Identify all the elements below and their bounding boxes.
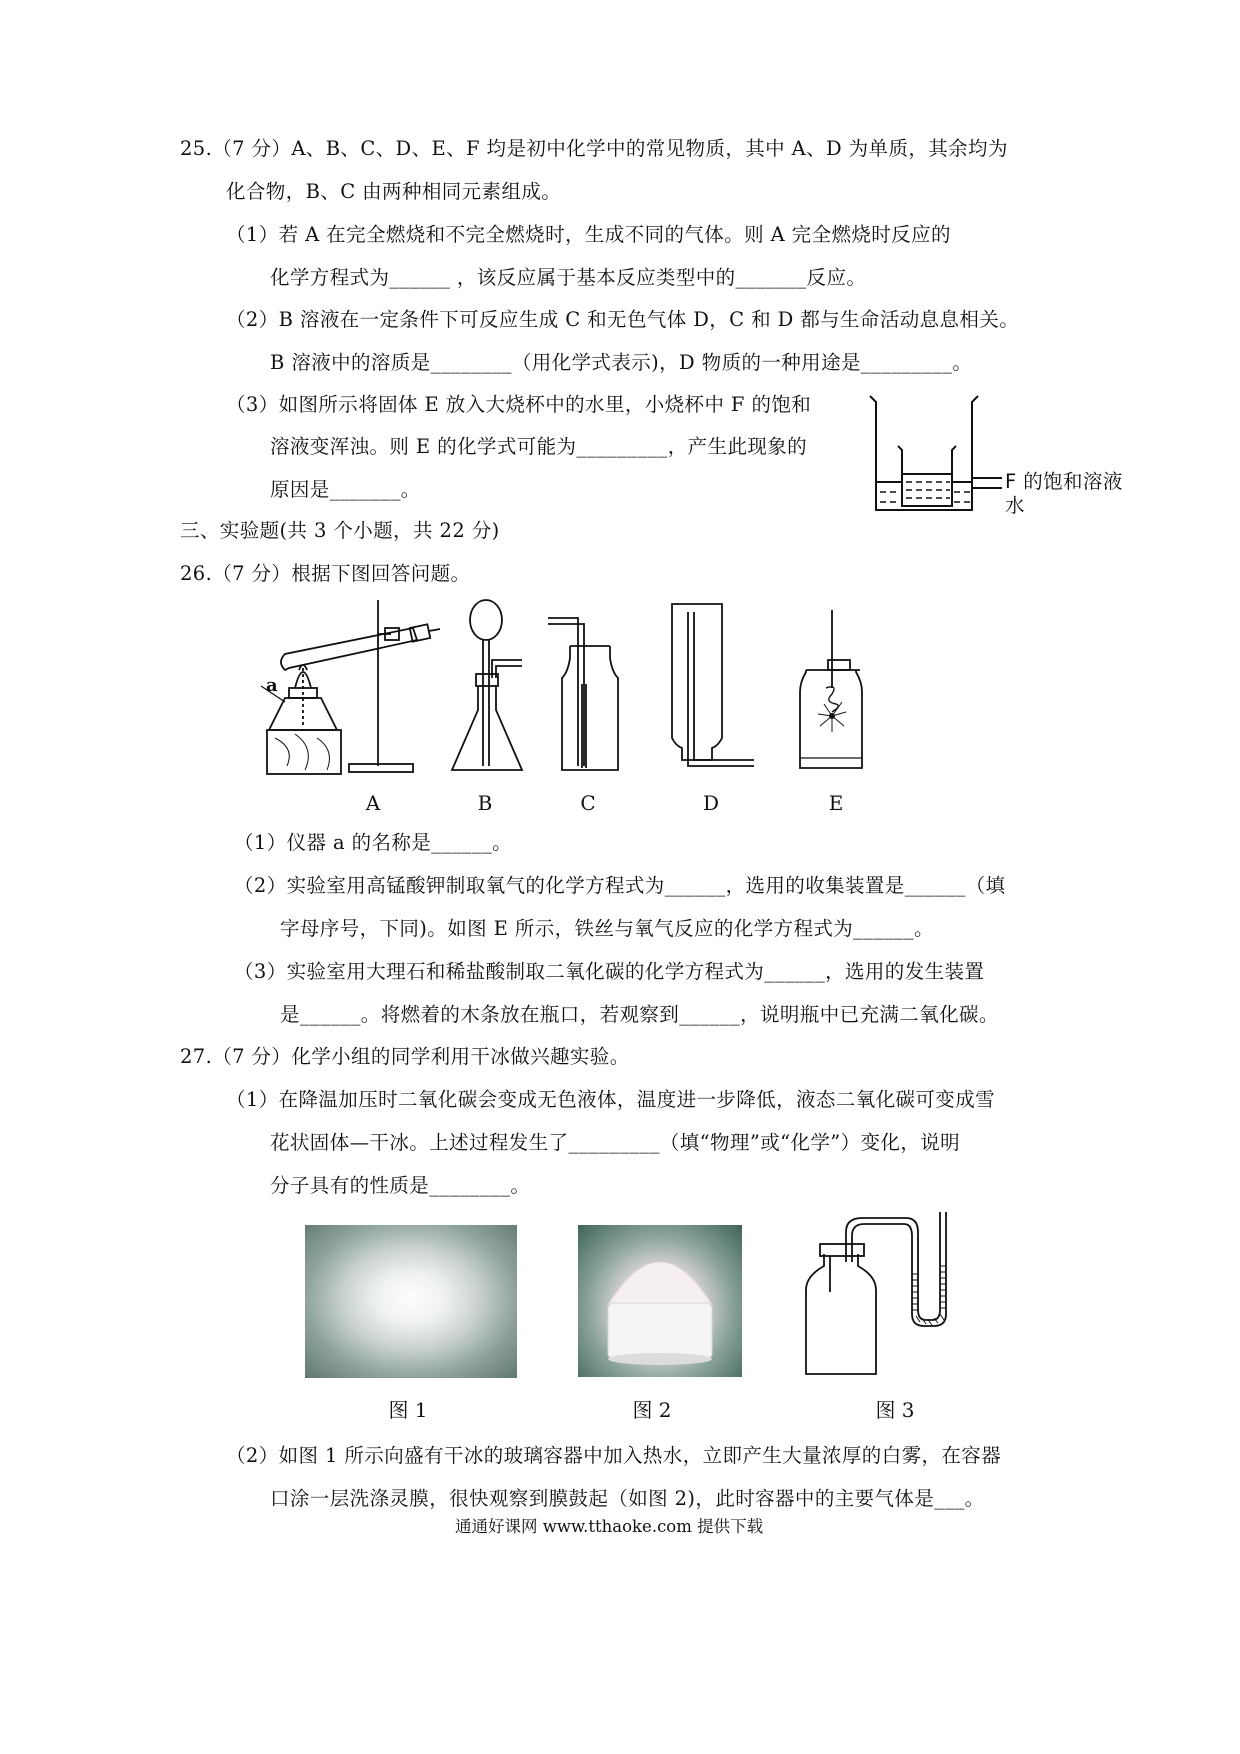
figure-3-label: 图 3 xyxy=(875,1398,915,1422)
q25-part1-line1: （1）若 A 在完全燃烧和不完全燃烧时，生成不同的气体。则 A 完全燃烧时反应的 xyxy=(226,223,951,246)
figure-1-photo xyxy=(305,1225,517,1378)
q25-part3-line3: 原因是_______。 xyxy=(270,478,421,501)
figure-3-diagram xyxy=(800,1210,960,1380)
apparatus-a xyxy=(265,598,445,778)
q26-part2-line2: 字母序号，下同)。如图 E 所示，铁丝与氧气反应的化学方程式为______。 xyxy=(280,917,934,940)
q25-part3-line2: 溶液变浑浊。则 E 的化学式可能为_________，产生此现象的 xyxy=(270,435,808,458)
figure-2-label: 图 2 xyxy=(632,1398,672,1422)
apparatus-label-b: B xyxy=(477,791,493,815)
q26-stem: 26.（7 分）根据下图回答问题。 xyxy=(180,562,471,585)
apparatus-label-e: E xyxy=(828,791,844,815)
figure-1-label: 图 1 xyxy=(388,1398,428,1422)
q27-part1-line1: （1）在降温加压时二氧化碳会变成无色液体，温度进一步降低，液态二氧化碳可变成雪 xyxy=(226,1088,996,1111)
q27-part2-line1: （2）如图 1 所示向盛有干冰的玻璃容器中加入热水，立即产生大量浓厚的白雾，在容器 xyxy=(226,1444,1002,1467)
q27-stem: 27.（7 分）化学小组的同学利用干冰做兴趣实验。 xyxy=(180,1045,630,1068)
instrument-label-a: a xyxy=(266,675,279,696)
apparatus-d xyxy=(664,598,764,778)
page-footer: 通通好课网 www.tthaoke.com 提供下载 xyxy=(455,1517,764,1536)
q27-part1-line3: 分子具有的性质是________。 xyxy=(270,1174,531,1197)
section-3-heading: 三、实验题(共 3 个小题，共 22 分) xyxy=(180,519,500,542)
figure-2-photo xyxy=(578,1225,742,1377)
q26-part2-line1: （2）实验室用高锰酸钾制取氧气的化学方程式为______，选用的收集装置是______（填 xyxy=(234,874,1006,897)
q26-part1: （1）仪器 a 的名称是______。 xyxy=(234,831,513,854)
q25-stem-line1: 25.（7 分）A、B、C、D、E、F 均是初中化学中的常见物质，其中 A、D 为单质，其余均为 xyxy=(180,137,1008,160)
beaker-label-f-solution: F 的饱和溶液 xyxy=(1005,470,1123,493)
q25-part2-line1: （2）B 溶液在一定条件下可反应生成 C 和无色气体 D，C 和 D 都与生命活动息息相关。 xyxy=(226,308,1020,331)
apparatus-c xyxy=(546,598,636,778)
apparatus-label-c: C xyxy=(580,791,596,815)
q26-part3-line1: （3）实验室用大理石和稀盐酸制取二氧化碳的化学方程式为______，选用的发生装置 xyxy=(234,960,985,983)
q25-stem-line2: 化合物，B、C 由两种相同元素组成。 xyxy=(226,180,562,203)
q25-part1-line2: 化学方程式为______ ，该反应属于基本反应类型中的_______反应。 xyxy=(270,266,867,289)
apparatus-e xyxy=(796,598,886,778)
apparatus-label-a: A xyxy=(365,791,381,815)
q27-part2-line2: 口涂一层洗涤灵膜，很快观察到膜鼓起（如图 2)，此时容器中的主要气体是___。 xyxy=(270,1487,985,1510)
q25-part2-line2: B 溶液中的溶质是________（用化学式表示)，D 物质的一种用途是_________。 xyxy=(270,351,973,374)
beaker-label-water: 水 xyxy=(1005,494,1025,517)
q27-part1-line2: 花状固体—干冰。上述过程发生了_________（填“物理”或“化学”）变化，说明 xyxy=(270,1131,961,1154)
q26-part3-line2: 是______。将燃着的木条放在瓶口，若观察到______，说明瓶中已充满二氧化碳。 xyxy=(280,1003,999,1026)
q25-part3-line1: （3）如图所示将固体 E 放入大烧杯中的水里，小烧杯中 F 的饱和 xyxy=(226,393,812,416)
apparatus-b xyxy=(448,598,538,778)
apparatus-label-d: D xyxy=(702,791,720,815)
